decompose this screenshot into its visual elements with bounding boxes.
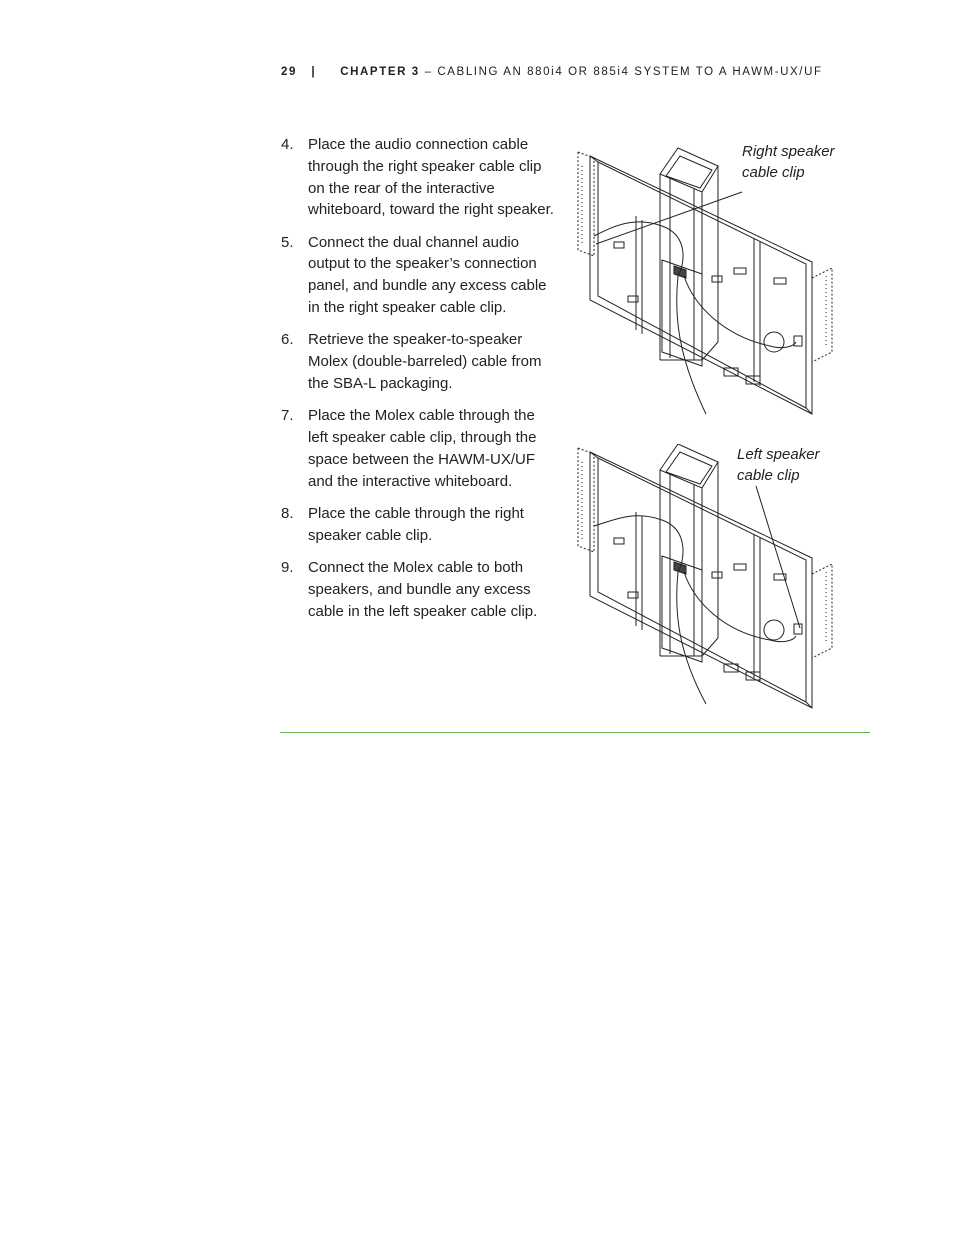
callout-line-2: cable clip: [737, 467, 800, 484]
step-number: 9.: [281, 559, 294, 577]
callout-left-speaker-clip: [737, 444, 857, 486]
whiteboard-rear-diagram: [574, 146, 844, 418]
page-header: [281, 66, 823, 78]
step-9: [281, 557, 557, 622]
step-text: Connect the dual channel audio output to the speaker’s connection panel, and bundle any excess cable in the right speaker cable clip.: [308, 233, 547, 317]
step-6: [281, 329, 557, 394]
step-4: [281, 134, 557, 221]
callout-line-2: cable clip: [742, 164, 805, 181]
step-number: 7.: [281, 407, 294, 425]
page-number: 29: [281, 66, 297, 78]
step-text: Place the Molex cable through the left speaker cable clip, through the space between the HAWM-UX/UF and the interactive whiteboard.: [308, 407, 537, 490]
procedure-steps: [281, 134, 557, 633]
step-8: [281, 503, 557, 547]
step-number: 6.: [281, 331, 294, 349]
step-number: 5.: [281, 233, 294, 251]
step-text: Retrieve the speaker-to-speaker Molex (double-barreled) cable from the SBA-L packaging.: [308, 331, 542, 392]
step-text: Place the audio connection cable through the right speaker cable clip on the rear of the interactive whiteboard, toward the right speaker.: [308, 136, 554, 219]
step-number: 4.: [281, 136, 294, 153]
step-number: 8.: [281, 504, 294, 522]
section-divider: [280, 732, 870, 733]
step-text: Connect the Molex cable to both speakers, and bundle any excess cable in the left speaker cable clip.: [308, 559, 538, 620]
figure-right-speaker-clip: [574, 143, 844, 418]
chapter-label: CHAPTER 3: [340, 66, 420, 78]
callout-line-1: Left speaker: [737, 446, 820, 463]
step-7: [281, 405, 557, 492]
step-text: Place the cable through the right speaker cable clip.: [308, 504, 524, 544]
callout-line-1: Right speaker: [742, 143, 835, 160]
chapter-title: – CABLING AN 880i4 OR 885i4 SYSTEM TO A HAWM-UX/UF: [424, 66, 823, 78]
figure-left-speaker-clip: [574, 444, 844, 712]
step-5: [281, 232, 557, 319]
header-separator: |: [311, 66, 317, 78]
callout-right-speaker-clip: [742, 141, 862, 183]
